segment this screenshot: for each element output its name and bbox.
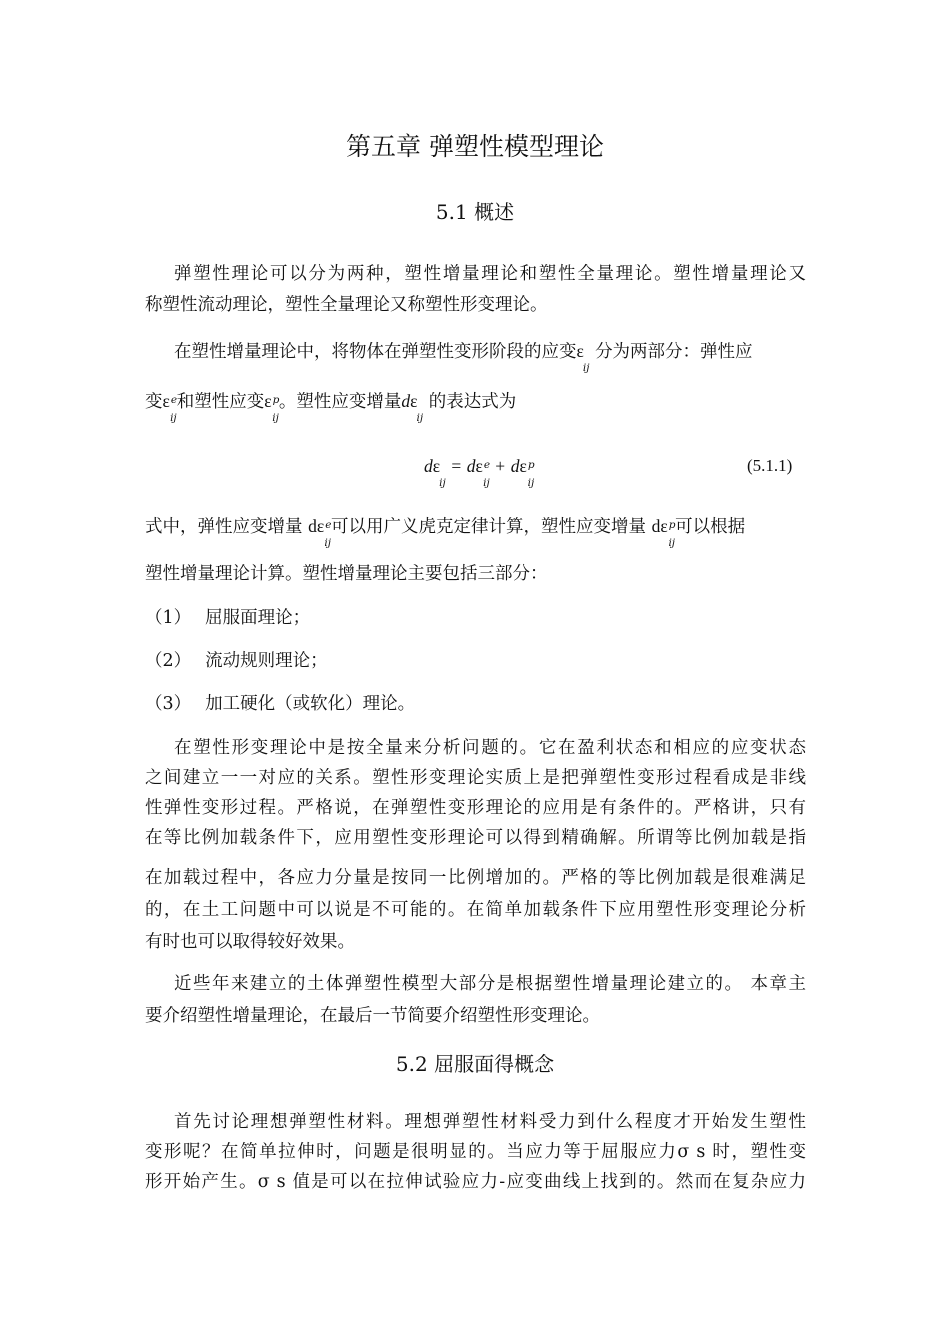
- list-item-number: （3）: [145, 694, 192, 714]
- paragraph-4-line: 之间建立一一对应的关系。塑性形变理论实质上是把弹塑性变形过程看成是非线: [145, 768, 806, 788]
- equation-number: (5.1.1): [747, 456, 793, 475]
- superscript-e: e: [170, 394, 178, 406]
- subscript-ij: ij: [483, 477, 490, 489]
- subscript-ij: ij: [170, 412, 177, 424]
- paragraph-3-text-a: 式中，弹性应变增量: [145, 517, 303, 537]
- paragraph-2-text-e: 。塑性应变增量: [278, 392, 402, 412]
- section-heading-5-1: 5.1 概述: [435, 200, 515, 224]
- epsilon-symbol: ε: [475, 456, 483, 476]
- d-symbol: d: [651, 516, 661, 536]
- epsilon-symbol: ε: [410, 391, 418, 411]
- paragraph-4-line: 的，在土工问题中可以说是不可能的。在简单加载条件下应用塑性形变理论分析: [145, 900, 806, 920]
- epsilon-symbol: ε: [162, 391, 170, 411]
- subscript-ij: ij: [272, 412, 279, 424]
- paragraph-2-line-1: [174, 339, 753, 374]
- paragraph-4-line: 在加载过程中，各应力分量是按同一比例增加的。严格的等比例加载是很难满足: [145, 868, 806, 888]
- list-item: [145, 692, 415, 716]
- list-item-number: （1）: [145, 608, 192, 628]
- equals-sign: =: [451, 456, 462, 476]
- epsilon-symbol: ε: [316, 516, 325, 536]
- list-item: [145, 649, 328, 673]
- d-symbol: d: [308, 516, 317, 536]
- epsilon-symbol: ε: [519, 456, 527, 476]
- d-symbol: d: [424, 456, 433, 476]
- paragraph-3-text-c: 可以根据: [675, 517, 746, 537]
- epsilon-symbol: ε: [432, 456, 441, 476]
- superscript-p: p: [272, 394, 280, 406]
- superscript-p: p: [527, 459, 535, 471]
- list-item-text: 流动规则理论；: [205, 651, 328, 671]
- section-2-line: 变形呢？在简单拉伸时，问题是很明显的。当应力等于屈服应力σ s 时，塑性变: [145, 1142, 806, 1162]
- d-symbol: d: [510, 456, 520, 476]
- paragraph-3-text-b: 可以用广义虎克定律计算，塑性应变增量: [331, 517, 647, 537]
- paragraph-2-line-2: [145, 389, 517, 424]
- chapter-title: 第五章 弹塑性模型理论: [346, 132, 604, 161]
- paragraph-4-line: 有时也可以取得较好效果。: [145, 932, 355, 952]
- plus-sign: +: [495, 456, 506, 476]
- subscript-ij: ij: [416, 412, 424, 424]
- paragraph-2-text-f: 的表达式为: [428, 392, 517, 412]
- subscript-ij: ij: [668, 537, 676, 549]
- superscript-p: p: [668, 519, 676, 531]
- section-2-line: 首先讨论理想弹塑性材料。理想弹塑性材料受力到什么程度才开始发生塑性: [174, 1112, 806, 1132]
- list-item-text: 屈服面理论；: [205, 608, 311, 628]
- superscript-e: e: [483, 459, 491, 471]
- subscript-ij: ij: [527, 477, 535, 489]
- paragraph-4-line: 性弹性变形过程。严格说，在弹塑性变形理论的应用是有条件的。严格讲，只有: [145, 798, 806, 818]
- paragraph-3-line-2: 塑性增量理论计算。塑性增量理论主要包括三部分：: [145, 564, 548, 584]
- paragraph-3-line-1: [145, 514, 746, 549]
- section-heading-5-2: 5.2 屈服面得概念: [395, 1052, 555, 1076]
- paragraph-1-line-1: 弹塑性理论可以分为两种，塑性增量理论和塑性全量理论。塑性增量理论又: [174, 264, 806, 284]
- paragraph-5-line-2: 要介绍塑性增量理论，在最后一节简要介绍塑性形变理论。: [145, 1006, 600, 1026]
- paragraph-2-text-d: 和塑性应变: [176, 392, 265, 412]
- paragraph-1-line-2: 称塑性流动理论，塑性全量理论又称塑性形变理论。: [145, 295, 548, 315]
- d-symbol: d: [466, 456, 476, 476]
- epsilon-symbol: ε: [576, 341, 584, 361]
- section-2-line: 形开始产生。σ s 值是可以在拉伸试验应力-应变曲线上找到的。然而在复杂应力: [145, 1172, 806, 1192]
- list-item: [145, 606, 310, 630]
- epsilon-symbol: ε: [660, 516, 668, 536]
- epsilon-symbol: ε: [264, 391, 272, 411]
- subscript-ij: ij: [582, 362, 590, 374]
- equation-5-1-1: [424, 454, 535, 489]
- paragraph-2-text-a: 在塑性增量理论中，将物体在弹塑性变形阶段的应变: [174, 342, 577, 362]
- paragraph-4-line: 在等比例加载条件下，应用塑性变形理论可以得到精确解。所谓等比例加载是指: [145, 828, 806, 848]
- paragraph-5-line-1: 近些年来建立的土体弹塑性模型大部分是根据塑性增量理论建立的。 本章主: [174, 974, 806, 994]
- paragraph-4-line: 在塑性形变理论中是按全量来分析问题的。它在盈利状态和相应的应变状态: [174, 738, 806, 758]
- subscript-ij: ij: [324, 537, 332, 549]
- paragraph-2-text-c: 变: [145, 392, 163, 412]
- subscript-ij: ij: [439, 477, 446, 489]
- superscript-e: e: [325, 519, 332, 531]
- d-symbol: d: [401, 391, 411, 411]
- paragraph-2-text-b: 分为两部分：弹性应: [595, 342, 753, 362]
- list-item-number: （2）: [145, 651, 192, 671]
- list-item-text: 加工硬化（或软化）理论。: [205, 694, 416, 714]
